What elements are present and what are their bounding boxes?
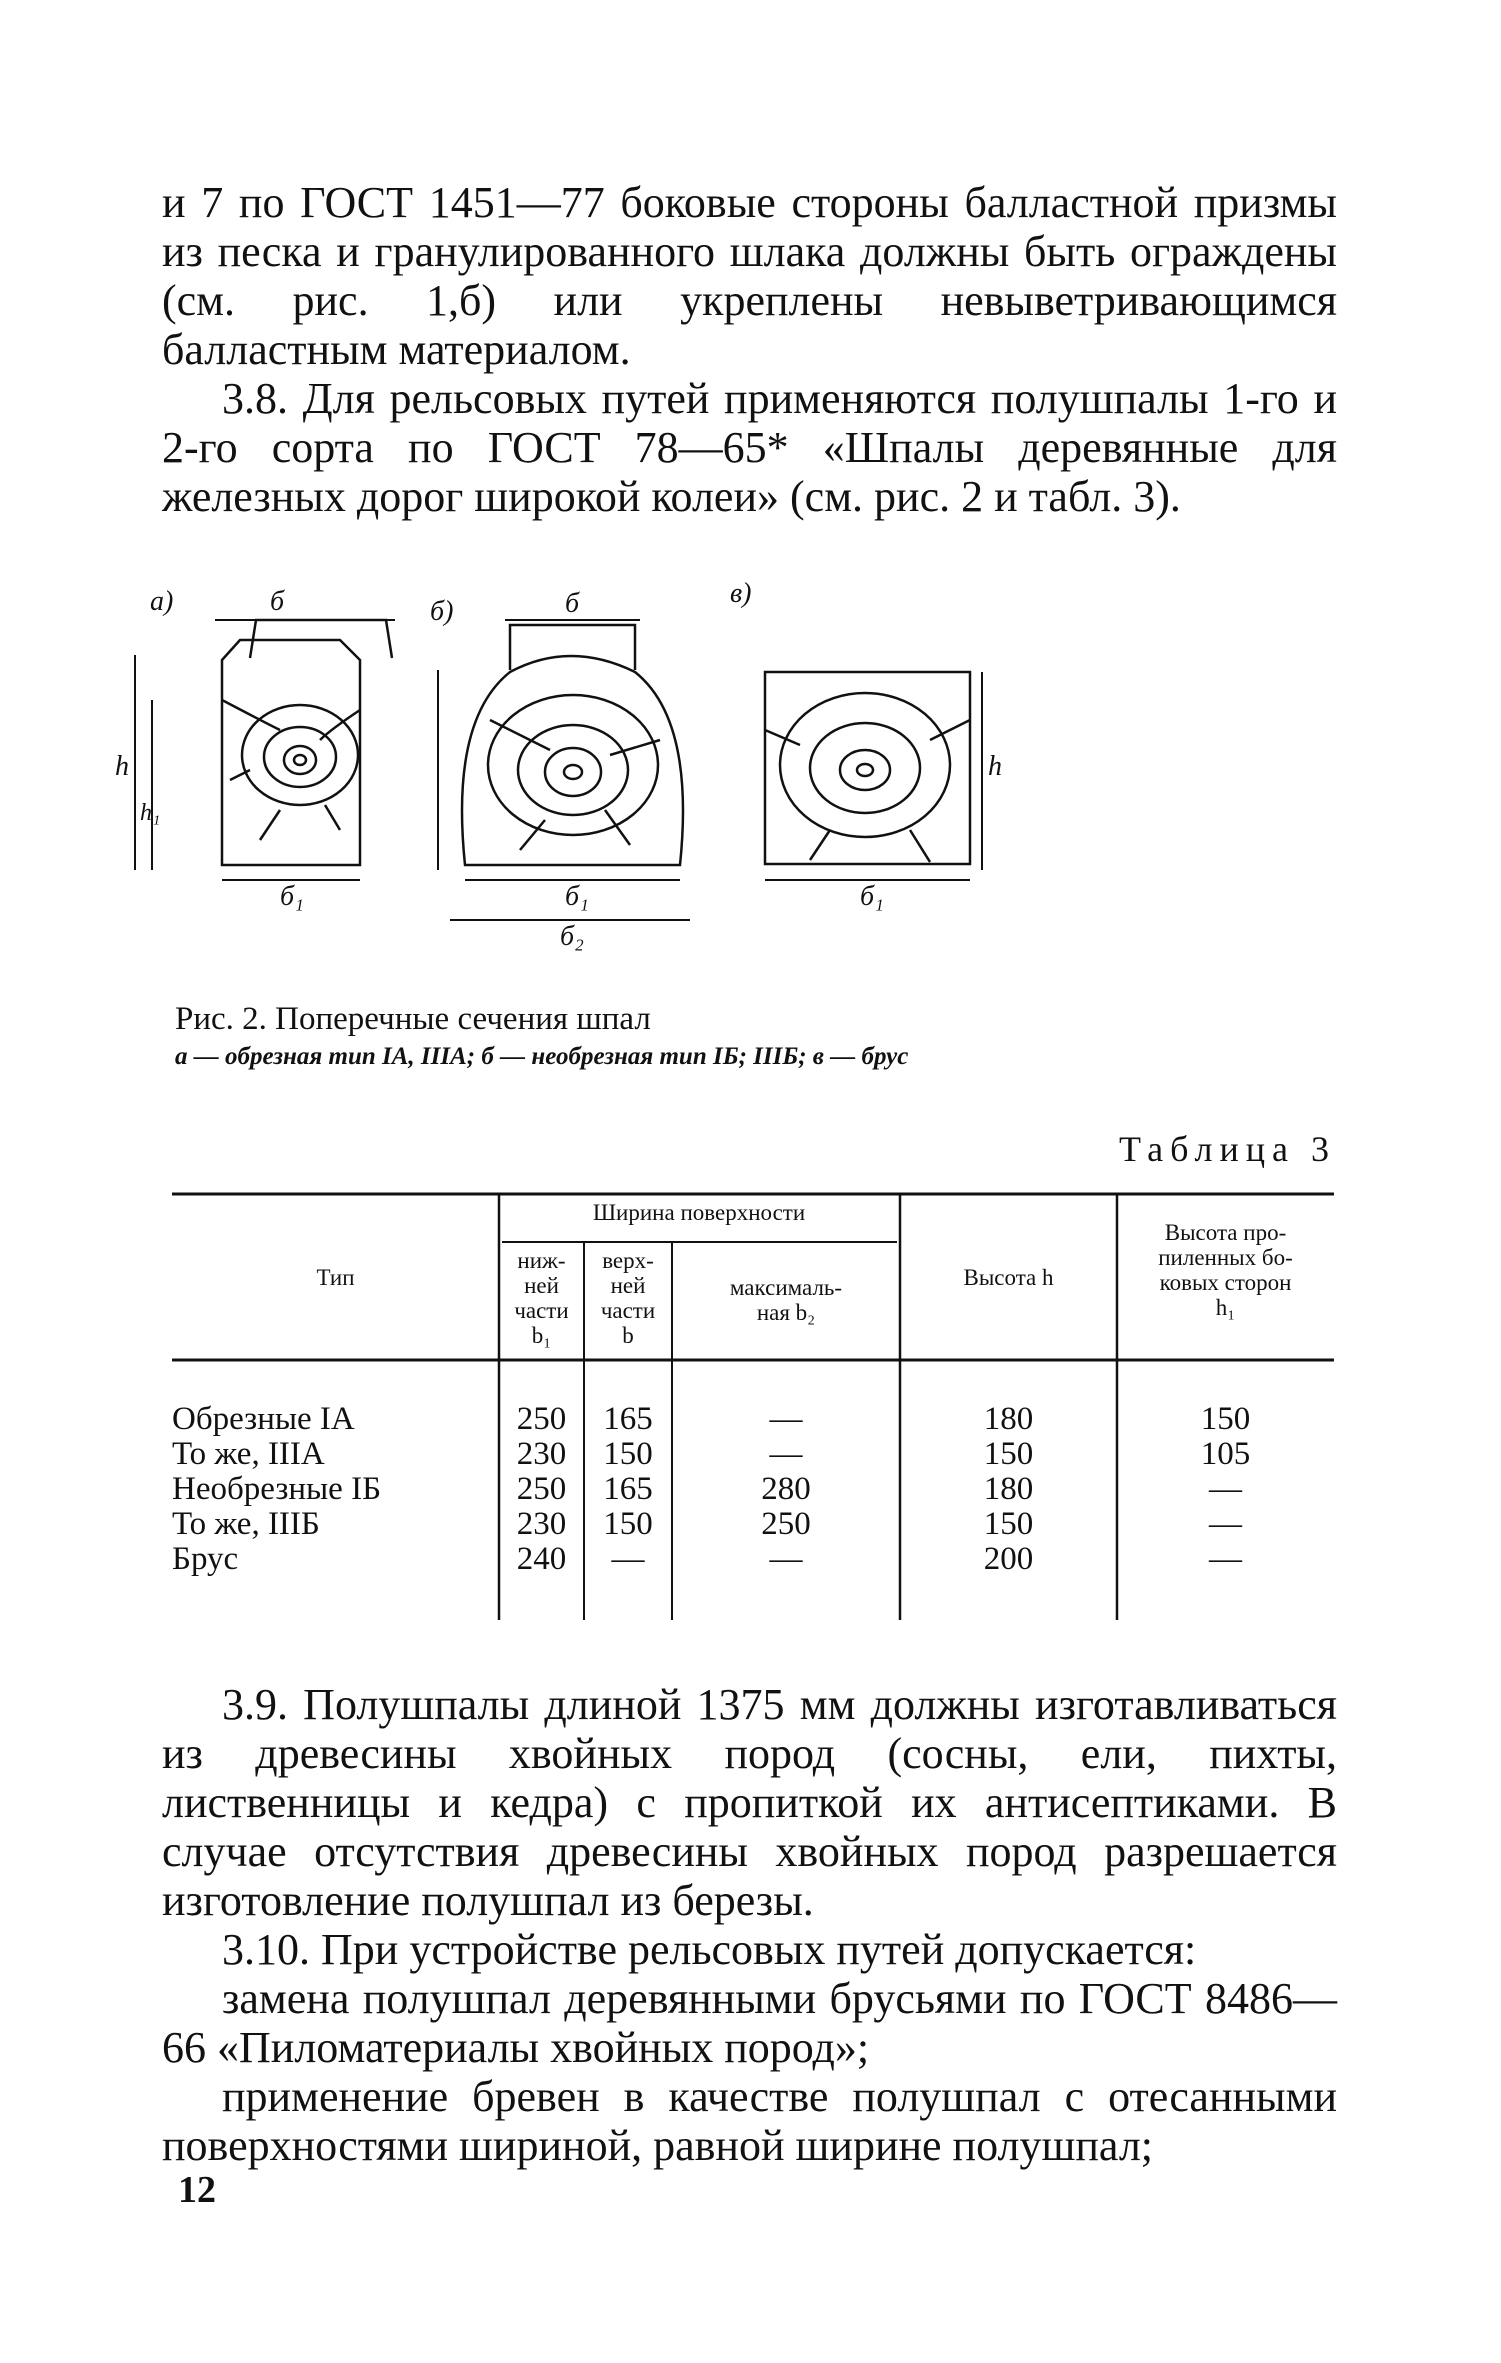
table-cell-b1: 230 xyxy=(516,1436,567,1472)
paragraph-3-10: 3.10. При устройстве рельсовых путей допускается: xyxy=(222,1925,1197,1974)
caption-title: Рис. 2. Поперечные сечения шпал xyxy=(175,1001,651,1037)
header-sawn: Высота про- пиленных бо- ковых сторон h₁ xyxy=(1158,1220,1293,1320)
header-upper: верх- ней части b xyxy=(600,1248,656,1348)
page-number: 12 xyxy=(178,2169,216,2211)
table-cell-h: 150 xyxy=(983,1436,1034,1472)
table-cell-b: 165 xyxy=(603,1401,653,1437)
paragraph-3-9: 3.9. Полушпалы длиной 1375 мм должны изготавливаться из древесины хвойных пород (сосны, ели, пихты, лиственницы и кедра) с пропиткой их антисептиками. В случае отсутствия древесины хвойных пород разрешается изготовление полушпал из березы. xyxy=(162,1680,1337,1925)
dim-label-h-a: h xyxy=(115,751,129,782)
table-cell-b2: — xyxy=(769,1436,803,1472)
dim-label-b1-a: б₁ xyxy=(280,881,304,912)
table-cell-b1: 240 xyxy=(516,1541,567,1577)
table-cell-b1: 250 xyxy=(516,1471,567,1507)
dim-label-b-b: б xyxy=(565,588,580,619)
header-type: Тип xyxy=(316,1265,355,1290)
table-cell-b1: 250 xyxy=(516,1401,567,1437)
table-cell-b: — xyxy=(611,1541,645,1577)
cross-sections-drawing xyxy=(115,578,1390,1000)
dim-label-h-c: h xyxy=(988,751,1002,782)
table-cell-b2: — xyxy=(769,1541,803,1577)
table-cell-type: Обрезные IА xyxy=(172,1401,355,1437)
header-lower: ниж- ней части b₁ xyxy=(514,1248,569,1348)
dim-label-b2-b: б₂ xyxy=(560,921,584,952)
paragraph-3-8: 3.8. Для рельсовых путей применяются полушпалы 1-го и 2-го сорта по ГОСТ 78—65* «Шпалы деревянные для железных дорог широкой колеи» (см. рис. 2 и табл. 3). xyxy=(162,374,1337,521)
table-cell-b2: 280 xyxy=(761,1471,811,1507)
header-width-group: Ширина поверхности xyxy=(592,1200,806,1225)
dim-label-h1-a: h₁ xyxy=(140,800,161,826)
table-cell-h: 180 xyxy=(983,1401,1034,1437)
dim-label-b1-b: б₁ xyxy=(565,881,589,912)
table-cell-h1: 150 xyxy=(1200,1401,1251,1437)
figure-sleeper-sections xyxy=(115,578,1390,1000)
paragraph-logs: применение бревен в качестве полушпал с отесанными поверхностями шириной, равной ширине полушпал; xyxy=(162,2072,1337,2170)
table-cell-h1: — xyxy=(1209,1471,1242,1507)
dim-label-b-a: б xyxy=(270,586,285,617)
table-cell-h: 180 xyxy=(983,1471,1034,1507)
table-cell-b2: — xyxy=(769,1401,803,1437)
table-cell-b: 165 xyxy=(603,1471,653,1507)
dim-label-b1-c: б₁ xyxy=(860,881,884,912)
table-cell-type: Необрезные IБ xyxy=(172,1471,382,1507)
paragraph-continuation: и 7 по ГОСТ 1451—77 боковые стороны балластной призмы из песка и гранулированного шлака должны быть ограждены (см. рис. 1,б) или укреплены невыветривающимся балластным материалом. xyxy=(162,178,1337,374)
panel-label-b: б) xyxy=(430,596,454,627)
table-cell-h: 150 xyxy=(983,1506,1034,1542)
table-cell-h: 200 xyxy=(983,1541,1034,1577)
table-cell-type: Брус xyxy=(172,1541,239,1577)
caption-subtitle: а — обрезная тип IА, IIIА; б — необрезная тип IБ; IIIБ; в — брус xyxy=(175,1043,909,1070)
table-cell-type: То же, IIIБ xyxy=(172,1506,320,1542)
table-cell-type: То же, IIIА xyxy=(172,1436,325,1472)
table-cell-h1: — xyxy=(1209,1541,1242,1577)
table-cell-b: 150 xyxy=(603,1436,653,1472)
figure-caption xyxy=(175,1000,908,1076)
header-max: максималь- ная b₂ xyxy=(729,1275,843,1325)
table-cell-b1: 230 xyxy=(516,1506,567,1542)
table-3 xyxy=(172,1190,1334,1630)
table-title: Таблица 3 xyxy=(1119,1129,1336,1169)
table-cell-b: 150 xyxy=(603,1506,653,1542)
table-cell-h1: — xyxy=(1209,1506,1242,1542)
header-height: Высота h xyxy=(963,1265,1054,1290)
table-cell-h1: 105 xyxy=(1200,1436,1251,1472)
table-cell-b2: 250 xyxy=(761,1506,811,1542)
panel-label-c: в) xyxy=(730,578,752,609)
paragraph-replacement: замена полушпал деревянными брусьями по ГОСТ 8486—66 «Пиломатериалы хвойных пород»; xyxy=(162,1974,1337,2072)
panel-label-a: а) xyxy=(150,586,174,617)
